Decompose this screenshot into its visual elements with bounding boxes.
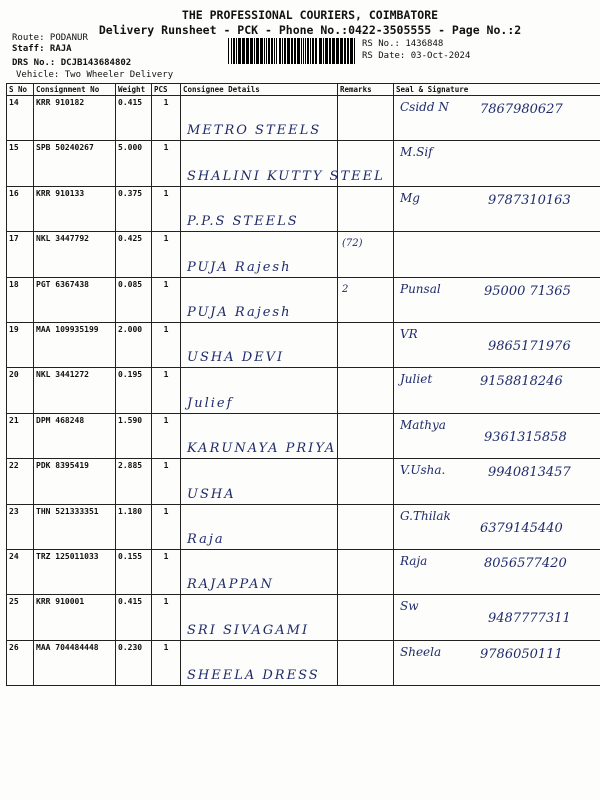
signature-handwritten: G.Thilak <box>400 508 451 523</box>
pieces-count: 1 <box>163 324 169 334</box>
signature-handwritten: V.Usha. <box>400 463 446 478</box>
route-label: Route: PODANUR <box>12 33 88 43</box>
consignee-handwritten: USHA <box>187 486 236 502</box>
consignment-number: NKL 3447792 <box>36 234 89 244</box>
weight-value: 1.180 <box>118 506 143 516</box>
signature-handwritten: Sheela <box>400 644 442 659</box>
col-sno: S No <box>7 84 34 96</box>
pieces-count: 1 <box>163 461 169 471</box>
pieces-count: 1 <box>163 642 169 652</box>
pieces-count: 1 <box>163 415 169 425</box>
weight-value: 2.000 <box>118 324 143 334</box>
consignee-handwritten: Raja <box>187 531 225 547</box>
runsheet-table <box>6 83 600 686</box>
consignment-number: PDK 8395419 <box>36 461 89 471</box>
consignment-number: THN 521333351 <box>36 506 99 516</box>
drs-number: DRS No.: DCJB143684802 <box>12 58 132 68</box>
phone-handwritten: 9361315858 <box>484 429 567 445</box>
col-signature: Seal & Signature <box>394 84 600 96</box>
consignee-handwritten: PUJA Rajesh <box>187 304 292 320</box>
weight-value: 0.425 <box>118 234 143 244</box>
staff-label: Staff: RAJA <box>12 44 72 54</box>
phone-handwritten: 9786050111 <box>480 646 563 662</box>
pieces-count: 1 <box>163 98 169 107</box>
phone-handwritten: 9865171976 <box>488 338 571 354</box>
barcode <box>228 38 356 64</box>
signature-handwritten: Punsal <box>400 281 441 296</box>
consignee-handwritten: KARUNAYA PRIYA <box>187 441 337 457</box>
phone-handwritten: 9158818246 <box>480 374 563 390</box>
table-row <box>7 595 600 640</box>
consignment-number: MAA 109935199 <box>36 324 99 334</box>
signature-handwritten: Sw <box>400 599 419 614</box>
consignment-number: SPB 50240267 <box>36 143 94 153</box>
col-remarks: Remarks <box>338 84 394 96</box>
table-row <box>7 640 600 685</box>
phone-handwritten: 95000 71365 <box>484 283 571 299</box>
consignment-number: KRR 910182 <box>36 98 85 107</box>
weight-value: 0.230 <box>118 642 143 652</box>
signature-handwritten: VR <box>400 326 418 341</box>
consignee-handwritten: SRI SIVAGAMI <box>187 622 310 638</box>
consignment-number: TRZ 125011033 <box>36 551 99 561</box>
consignment-number: NKL 3441272 <box>36 370 89 380</box>
row-sno: 19 <box>9 324 19 334</box>
pieces-count: 1 <box>163 234 169 244</box>
table-row <box>7 96 600 141</box>
signature-handwritten: Juliet <box>400 372 433 387</box>
row-sno: 24 <box>9 551 19 561</box>
row-sno: 17 <box>9 234 19 244</box>
consignee-handwritten: METRO STEELS <box>187 123 322 139</box>
pieces-count: 1 <box>163 279 169 289</box>
consignee-handwritten: USHA DEVI <box>187 350 285 366</box>
weight-value: 0.195 <box>118 370 143 380</box>
row-sno: 14 <box>9 98 19 107</box>
consignment-number: PGT 6367438 <box>36 279 89 289</box>
signature-handwritten: Mg <box>400 190 420 205</box>
col-weight: Weight <box>116 84 152 96</box>
signature-handwritten: Raja <box>400 553 428 568</box>
table-row <box>7 368 600 413</box>
table-row <box>7 141 600 186</box>
row-sno: 20 <box>9 370 19 380</box>
signature-handwritten: M.Sif <box>400 145 433 160</box>
phone-handwritten: 8056577420 <box>484 555 567 571</box>
table-header-row <box>7 84 600 96</box>
weight-value: 0.375 <box>118 188 143 198</box>
col-pcs: PCS <box>152 84 181 96</box>
company-name: THE PROFESSIONAL COURIERS, COIMBATORE <box>181 8 439 22</box>
consignee-handwritten: SHALINI KUTTY STEEL <box>187 168 385 184</box>
pieces-count: 1 <box>163 597 169 607</box>
table-row <box>7 459 600 504</box>
phone-handwritten: 9940813457 <box>488 465 571 481</box>
weight-value: 0.415 <box>118 597 143 607</box>
row-sno: 21 <box>9 415 19 425</box>
phone-handwritten: 9787310163 <box>488 192 571 208</box>
consignment-number: MAA 704484448 <box>36 642 99 652</box>
row-sno: 23 <box>9 506 19 516</box>
consignment-number: KRR 910001 <box>36 597 85 607</box>
weight-value: 5.000 <box>118 143 143 153</box>
row-sno: 15 <box>9 143 19 153</box>
pieces-count: 1 <box>163 551 169 561</box>
weight-value: 2.885 <box>118 461 143 471</box>
table-row <box>7 186 600 231</box>
table-row <box>7 504 600 549</box>
consignee-handwritten: PUJA Rajesh <box>187 259 292 275</box>
rs-date: RS Date: 03-Oct-2024 <box>362 51 471 61</box>
runsheet-title: Delivery Runsheet - PCK - Phone No.:0422-3505555 - Page No.:2 <box>98 23 522 37</box>
consignee-handwritten: Julief <box>187 395 234 411</box>
vehicle-label: Vehicle: Two Wheeler Delivery <box>16 70 174 80</box>
row-sno: 25 <box>9 597 19 607</box>
table-row <box>7 322 600 367</box>
phone-handwritten: 6379145440 <box>480 520 563 536</box>
row-sno: 22 <box>9 461 19 471</box>
table-row <box>7 232 600 277</box>
weight-value: 1.590 <box>118 415 143 425</box>
row-sno: 16 <box>9 188 19 198</box>
consignment-number: KRR 910133 <box>36 188 85 198</box>
consignee-handwritten: P.P.S STEELS <box>187 214 299 230</box>
signature-handwritten: Mathya <box>400 417 446 432</box>
weight-value: 0.415 <box>118 98 143 107</box>
remark-handwritten: 2 <box>342 283 349 295</box>
consignment-number: DPM 468248 <box>36 415 85 425</box>
phone-handwritten: 9487777311 <box>488 611 571 627</box>
table-row <box>7 413 600 458</box>
remark-handwritten: (72) <box>342 238 363 250</box>
signature-handwritten: Csidd N <box>400 100 449 114</box>
col-consignee: Consignee Details <box>181 84 338 96</box>
pieces-count: 1 <box>163 370 169 380</box>
consignee-handwritten: RAJAPPAN <box>187 577 274 593</box>
col-consignment: Consignment No <box>34 84 116 96</box>
weight-value: 0.155 <box>118 551 143 561</box>
row-sno: 18 <box>9 279 19 289</box>
rs-number: RS No.: 1436848 <box>362 39 444 49</box>
row-sno: 26 <box>9 642 19 652</box>
pieces-count: 1 <box>163 506 169 516</box>
table-row <box>7 549 600 594</box>
consignee-handwritten: SHEELA DRESS <box>187 668 320 684</box>
weight-value: 0.085 <box>118 279 143 289</box>
pieces-count: 1 <box>163 143 169 153</box>
table-row <box>7 277 600 322</box>
phone-handwritten: 7867980627 <box>480 102 563 117</box>
pieces-count: 1 <box>163 188 169 198</box>
